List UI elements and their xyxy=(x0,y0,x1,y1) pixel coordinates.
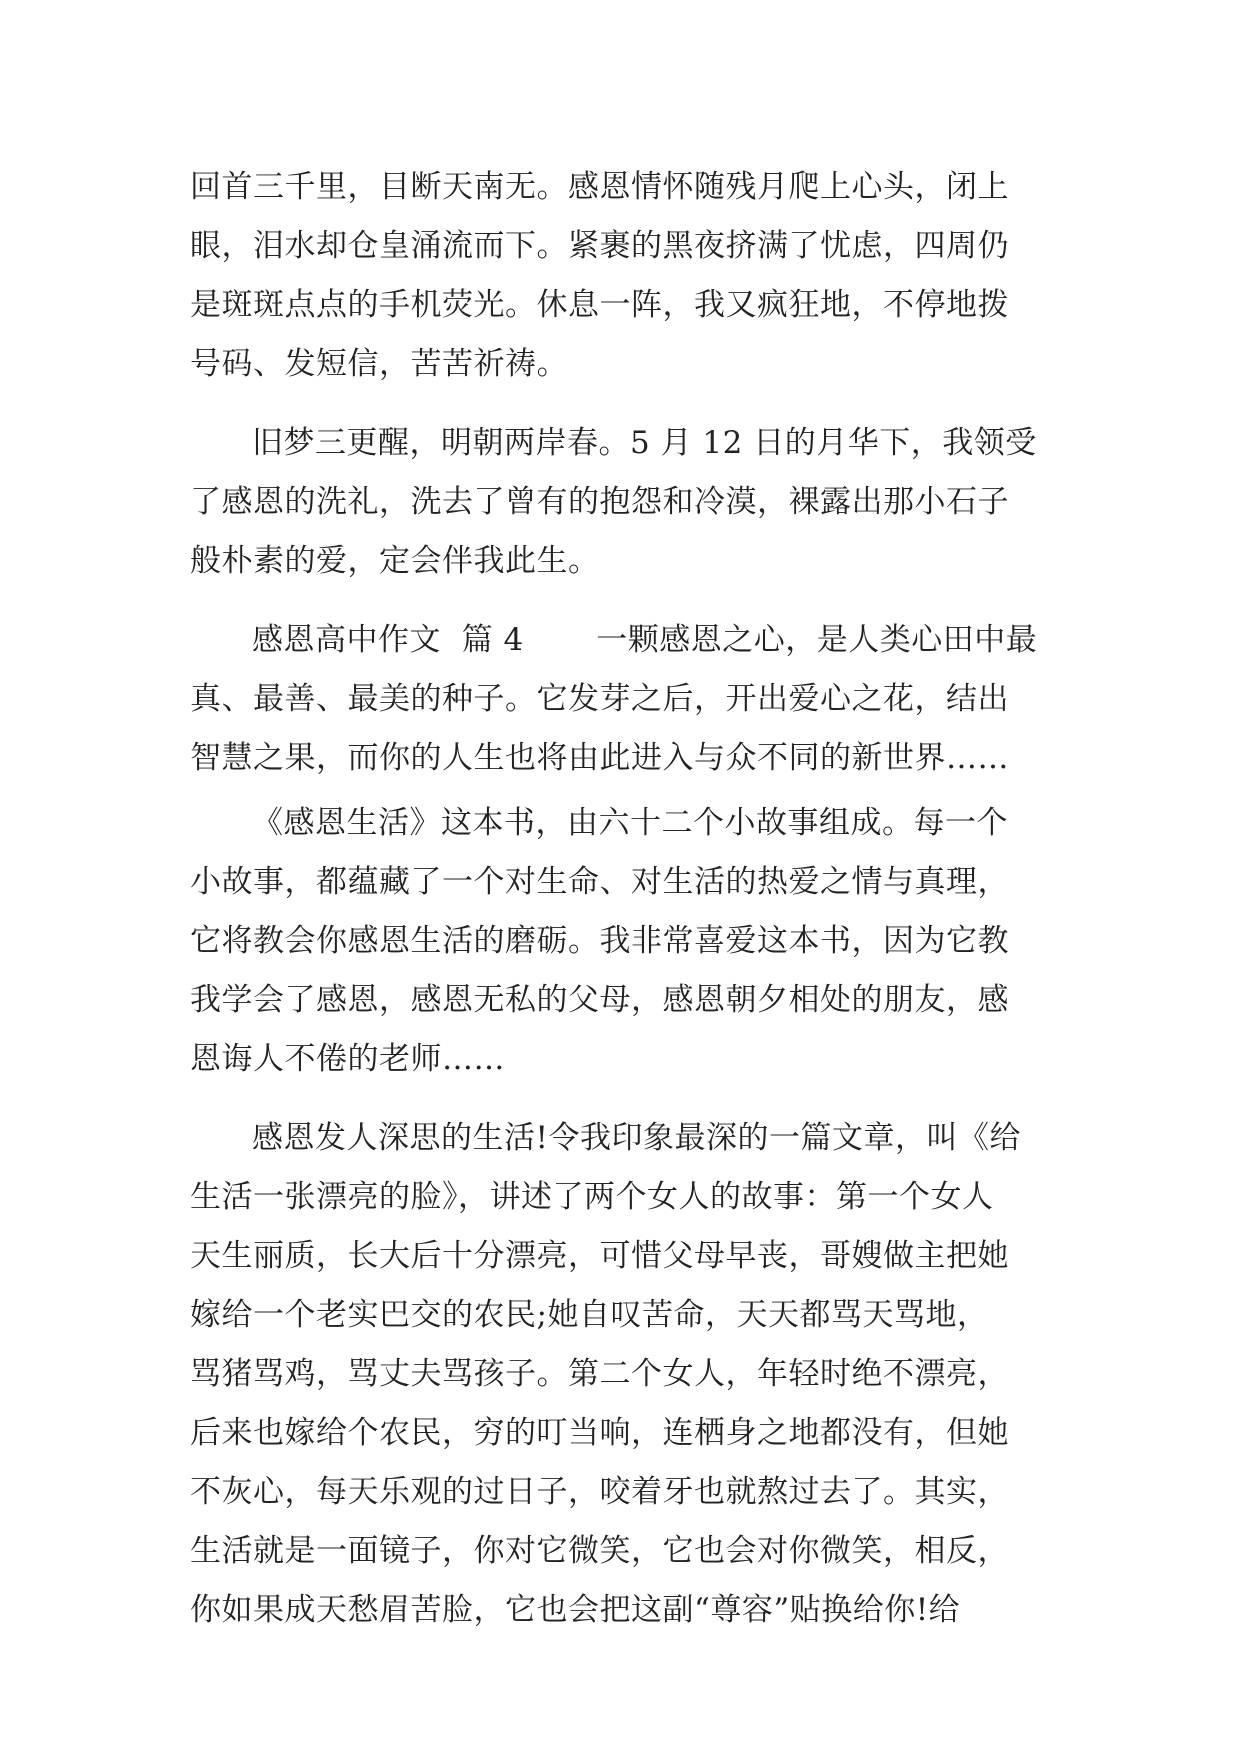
paragraph xyxy=(190,794,1050,1089)
text-line: 是斑斑点点的手机荧光。休息一阵，我又疯狂地，不停地拨 xyxy=(190,287,1009,323)
text-line: 不灰心，每天乐观的过日子，咬着牙也就熬过去了。其实， xyxy=(190,1474,1009,1510)
text-line: 后来也嫁给个农民，穷的叮当响，连栖身之地都没有，但她 xyxy=(190,1415,1009,1451)
text-line: 回首三千里，目断天南无。感恩情怀随残月爬上心头，闭上 xyxy=(190,169,1009,205)
paragraph-gap xyxy=(190,1089,1050,1109)
text-line: 我学会了感恩，感恩无私的父母，感恩朝夕相处的朋友，感 xyxy=(190,982,1009,1018)
text-line: 旧梦三更醒，明朝两岸春。5 月 12 日的月华下，我领受 xyxy=(252,425,1037,461)
text-line: 号码、发短信，苦苦祈祷。 xyxy=(190,346,568,382)
text-line: 真、最善、最美的种子。它发芽之后，开出爱心之花，结出 xyxy=(190,681,1009,717)
text-line: 你如果成天愁眉苦脸，它也会把这副“尊容”贴换给你!给 xyxy=(190,1592,961,1628)
paragraph-gap xyxy=(190,394,1050,414)
paragraph-gap xyxy=(190,591,1050,611)
paragraph xyxy=(190,158,1050,394)
text-line: 眼，泪水却仓皇涌流而下。紧裹的黑夜挤满了忧虑，四周仍 xyxy=(190,228,1009,264)
text-line: 了感恩的洗礼，洗去了曾有的抱怨和冷漠，裸露出那小石子 xyxy=(190,484,1009,520)
text-line: 嫁给一个老实巴交的农民;她自叹苦命，天天都骂天骂地， xyxy=(190,1297,989,1333)
paragraph xyxy=(190,414,1050,591)
text-line: 小故事，都蕴藏了一个对生命、对生活的热爱之情与真理， xyxy=(190,864,1009,900)
paragraph xyxy=(190,1109,1050,1640)
paragraph xyxy=(190,611,1050,788)
text-line: 恩诲人不倦的老师…… xyxy=(190,1041,505,1077)
text-line: 天生丽质，长大后十分漂亮，可惜父母早丧，哥嫂做主把她 xyxy=(190,1238,1009,1274)
document-body xyxy=(190,158,1050,1640)
text-line: 生活就是一面镜子，你对它微笑，它也会对你微笑，相反， xyxy=(190,1533,1009,1569)
text-line: 生活一张漂亮的脸》，讲述了两个女人的故事：第一个女人 xyxy=(190,1179,994,1215)
text-line: 般朴素的爱，定会伴我此生。 xyxy=(190,543,600,579)
section-heading-line: 感恩高中作文 篇 4 一颗感恩之心，是人类心田中最 xyxy=(252,622,1038,658)
text-line: 它将教会你感恩生活的磨砺。我非常喜爱这本书，因为它教 xyxy=(190,923,1009,959)
text-line: 感恩发人深思的生活!令我印象最深的一篇文章，叫《给 xyxy=(252,1120,1021,1156)
text-line: 骂猪骂鸡，骂丈夫骂孩子。第二个女人，年轻时绝不漂亮， xyxy=(190,1356,1009,1392)
text-line: 《感恩生活》这本书，由六十二个小故事组成。每一个 xyxy=(252,805,1008,841)
text-line: 智慧之果，而你的人生也将由此进入与众不同的新世界…… xyxy=(190,740,1009,776)
